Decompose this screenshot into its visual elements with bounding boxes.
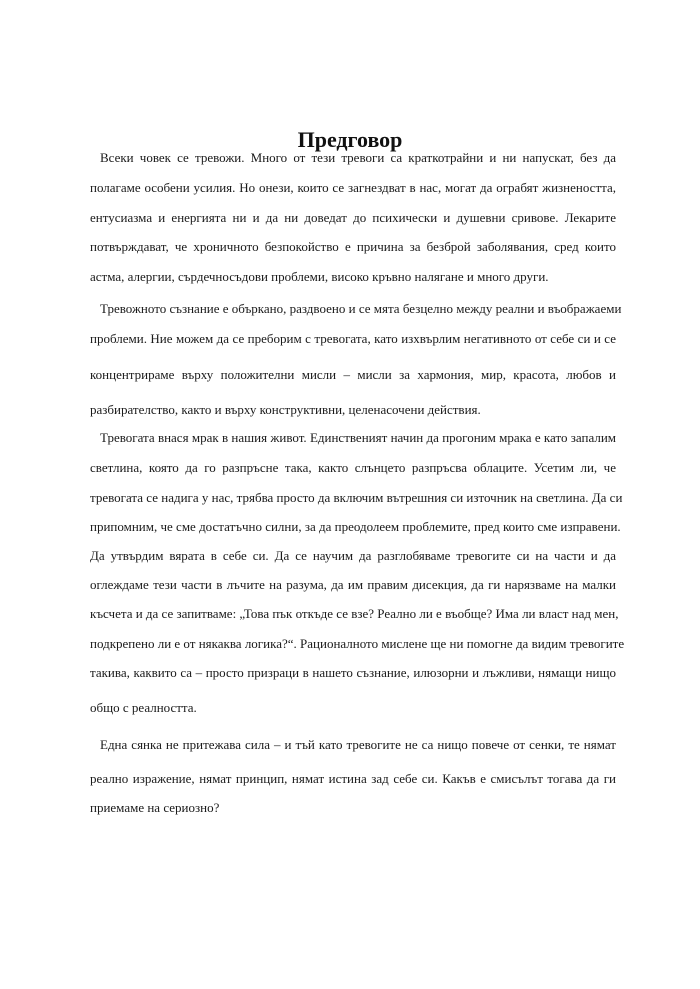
paragraph-line: светлина, която да го разпръсне така, както слънцето разпръсва облаците. Усетим ли, че <box>90 460 616 475</box>
paragraph-line: концентрираме върху положителни мисли – мисли за хармония, мир, красота, любов и <box>90 367 616 382</box>
paragraph-line: късчета и да се запитваме: „Това пък откъде се взе? Реално ли е въобще? Има ли власт над мен, <box>90 606 619 621</box>
paragraph-line: тревогата се надига у нас, трябва просто да включим вътрешния си източник на светлина. Да си <box>90 490 623 505</box>
paragraph-line: ентусиазма и енергията ни и да ни доведат до психически и душевни сривове. Лекарите <box>90 210 616 225</box>
paragraph-line: проблеми. Ние можем да се преборим с тревогата, като изхвърлим негативното от себе си и се <box>90 331 616 346</box>
paragraph-line: Една сянка не притежава сила – и тъй като тревогите не са нищо повече от сенки, те нямат <box>100 737 616 752</box>
paragraph-line: Тревогата внася мрак в нашия живот. Единственият начин да прогоним мрака е като запалим <box>100 430 616 445</box>
paragraph-line: припомним, че сме достатъчно силни, за да преодолеем проблемите, пред които сме изправени. <box>90 519 621 534</box>
paragraph-line: астма, алергии, сърдечносъдови проблеми, високо кръвно налягане и много други. <box>90 269 549 284</box>
paragraph-line: оглеждаме тези части в лъчите на разума, да им правим дисекция, да ги нарязваме на малки <box>90 577 616 592</box>
paragraph-line: такива, каквито са – просто призраци в нашето съзнание, илюзорни и лъжливи, нямащи нищо <box>90 665 616 680</box>
paragraph-line: полагаме особени усилия. Но онези, които се загнездват в нас, могат да ограбят жизнеността, <box>90 180 616 195</box>
paragraph-line: разбирателство, както и върху конструктивни, целенасочени действия. <box>90 402 481 417</box>
paragraph-line: приемаме на сериозно? <box>90 800 220 815</box>
paragraph-line: Всеки човек се тревожи. Много от тези тревоги са краткотрайни и ни напускат, без да <box>100 150 616 165</box>
paragraph-line: Тревожното съзнание е объркано, раздвоено и се мята безцелно между реални и въображаеми <box>100 301 622 316</box>
paragraph-line: общо с реалността. <box>90 700 197 715</box>
page-title: Предговор <box>297 127 403 152</box>
paragraph-line: Да утвърдим вярата в себе си. Да се научим да разглобяваме тревогите си на части и да <box>90 548 616 563</box>
paragraph-line: реално изражение, нямат принцип, нямат истина зад себе си. Какъв е смисълът тогава да ги <box>90 771 616 786</box>
paragraph-line: подкрепено ли е от някаква логика?“. Рационалното мислене ще ни помогне да видим тревогите <box>90 636 625 651</box>
paragraph-line: потвърждават, че хроничното безпокойство е причина за безброй заболявания, сред които <box>90 239 616 254</box>
